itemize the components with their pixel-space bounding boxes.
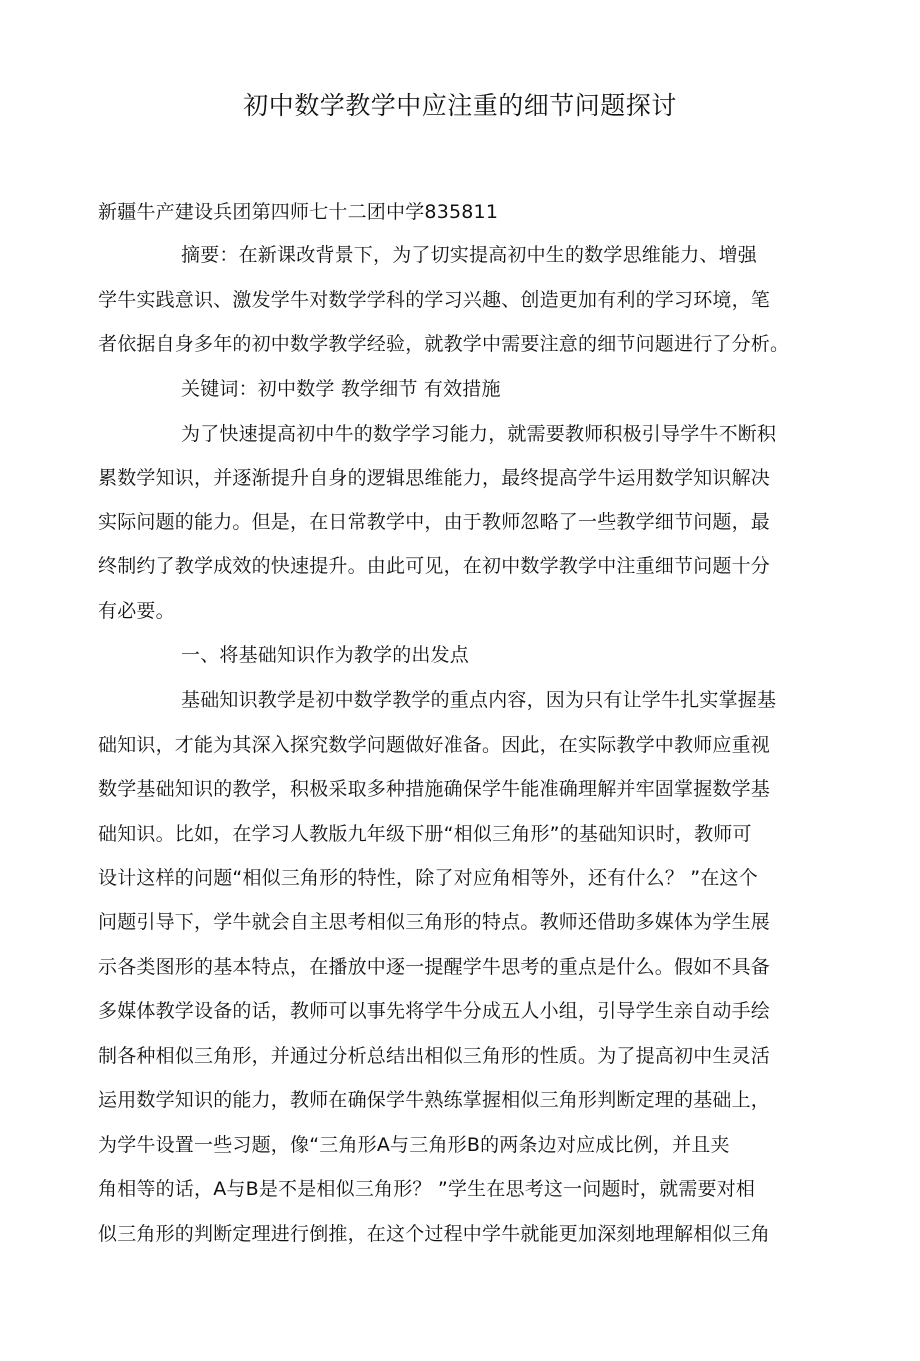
body-line: 为学牛设置一些习题，像“三角形A与三角形B的两条边对应成比例，并且夹 xyxy=(98,1134,730,1156)
body-line: 础知识。比如，在学习人教版九年级下册“相似三角形”的基础知识时，教师可 xyxy=(98,823,752,845)
intro-line: 终制约了教学成效的快速提升。由此可见，在初中数学教学中注重细节问题十分 xyxy=(98,555,771,577)
abstract-line: 学牛实践意识、激发学牛对数学学科的学习兴趣、创造更加有利的学习环境，笔 xyxy=(98,289,771,311)
abstract-line: 者依据自身多年的初中数学教学经验，就教学中需要注意的细节问题进行了分析。 xyxy=(98,333,790,355)
body-line: 基础知识教学是初中数学教学的重点内容，因为只有让学牛扎实掌握基 xyxy=(181,689,777,711)
keywords-line: 关键词：初中数学 教学细节 有效措施 xyxy=(181,378,501,400)
abstract-line: 摘要：在新课改背景下，为了切实提高初中生的数学思维能力、增强 xyxy=(181,244,758,266)
intro-line: 有必要。 xyxy=(98,600,175,622)
body-line: 问题引导下，学牛就会自主思考相似三角形的特点。教师还借助多媒体为学生展 xyxy=(98,911,771,933)
body-line: 角相等的话，A与B是不是相似三角形？ ”学生在思考这一问题时，就需要对相 xyxy=(98,1178,756,1200)
body-line: 数学基础知识的教学，积极采取多种措施确保学牛能准确理解并牢固掌握数学基 xyxy=(98,778,771,800)
body-line: 制各种相似三角形，并通过分析总结出相似三角形的性质。为了提高初中生灵活 xyxy=(98,1045,771,1067)
body-line: 似三角形的判断定理进行倒推，在这个过程中学牛就能更加深刻地理解相似三角 xyxy=(98,1223,771,1245)
section-heading: 一、将基础知识作为教学的出发点 xyxy=(181,644,470,666)
intro-line: 累数学知识，并逐渐提升自身的逻辑思维能力，最终提高学牛运用数学知识解决 xyxy=(98,467,771,489)
document-title: 初中数学教学中应注重的细节问题探讨 xyxy=(243,91,677,120)
body-line: 础知识，才能为其深入探究数学问题做好准备。因此，在实际教学中教师应重视 xyxy=(98,734,771,756)
body-line: 运用数学知识的能力，教师在确保学牛熟练掌握相似三角形判断定理的基础上， xyxy=(98,1089,771,1111)
author-affiliation: 新疆牛产建设兵团第四师七十二团中学835811 xyxy=(98,201,499,223)
body-line: 设计这样的问题“相似三角形的特性，除了对应角相等外，还有什么？ ”在这个 xyxy=(98,867,758,889)
body-line: 多媒体教学设备的话，教师可以事先将学牛分成五人小组，引导学生亲自动手绘 xyxy=(98,1000,771,1022)
body-line: 示各类图形的基本特点，在播放中逐一提醒学牛思考的重点是什么。假如不具备 xyxy=(98,956,771,978)
intro-line: 实际问题的能力。但是，在日常教学中，由于教师忽略了一些教学细节问题，最 xyxy=(98,511,771,533)
intro-line: 为了快速提高初中牛的数学学习能力，就需要教师积极引导学牛不断积 xyxy=(181,423,777,445)
